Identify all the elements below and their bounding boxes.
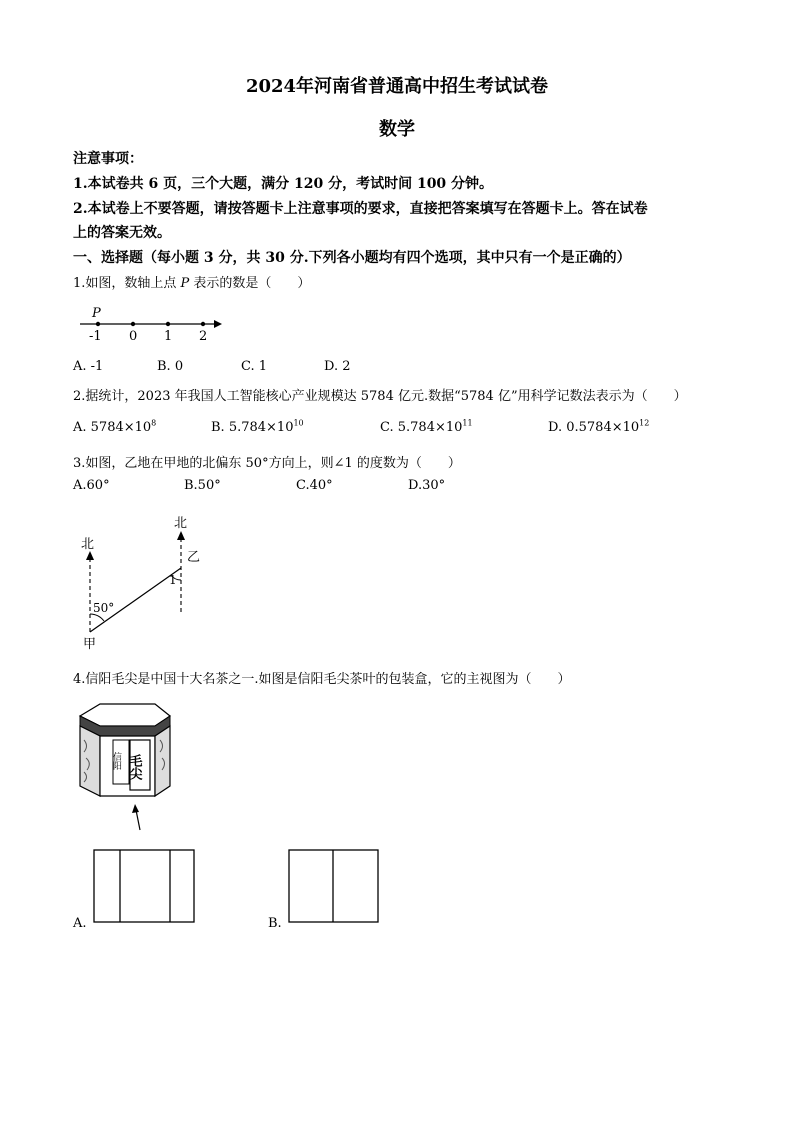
- label-north-right: 北: [174, 516, 188, 531]
- box-text-large: 毛尖: [126, 754, 142, 780]
- q2-option-a: A. $5784\times 10^8$: [73, 418, 157, 435]
- q1-stem-pre: 1.如图，数轴上点: [73, 276, 181, 291]
- q1-stem-post: 表示的数是（ ）: [189, 276, 311, 291]
- q1-option-a: A. -1: [73, 359, 104, 374]
- note-1: 1.本试卷共 6 页，三个大题，满分 120 分，考试时间 100 分钟。: [73, 176, 494, 192]
- label-angle-50: 50°: [93, 601, 115, 615]
- q1-stem-var: P: [180, 276, 190, 291]
- label-angle-1: 1: [169, 573, 177, 587]
- tick-label-0: 0: [129, 329, 138, 344]
- question-2-stem: 2.据统计，2023 年我国人工智能核心产业规模达 5784 亿元.数据“5784 亿”用科学记数法表示为（ ）: [73, 389, 687, 404]
- label-jia: 甲: [83, 637, 97, 652]
- notes-heading: 注意事项：: [73, 151, 143, 167]
- q4-option-a: A.: [73, 916, 87, 931]
- tick-label-neg1: -1: [89, 329, 102, 344]
- q1-option-c: C. 1: [241, 359, 268, 374]
- note-2a: 2.本试卷上不要答题，请按答题卡上注意事项的要求，直接把答案填写在答题卡上。答在试卷: [73, 201, 648, 217]
- page-title: 2024年河南省普通高中招生考试试卷: [245, 76, 549, 97]
- tick-label-1: 1: [164, 329, 173, 344]
- q4-option-b: B.: [268, 916, 282, 931]
- subject-title: 数学: [379, 119, 415, 140]
- q1-option-b: B. 0: [157, 359, 184, 374]
- q3-option-c: C.40°: [296, 478, 333, 493]
- q3-option-b: B.50°: [184, 478, 221, 493]
- q2-option-c: C. $5.784\times 10^{11}$: [380, 418, 473, 435]
- label-yi: 乙: [187, 550, 201, 565]
- q2-option-d: D. $0.5784\times 10^{12}$: [548, 418, 650, 435]
- note-2b: 上的答案无效。: [73, 225, 171, 241]
- tick-label-2: 2: [199, 329, 208, 344]
- q3-option-a: A.60°: [73, 478, 110, 493]
- label-north-left: 北: [81, 537, 95, 552]
- question-4-stem: 4.信阳毛尖是中国十大名茶之一.如图是信阳毛尖茶叶的包装盒，它的主视图为（ ）: [73, 672, 571, 687]
- q3-option-d: D.30°: [408, 478, 446, 493]
- q1-option-d: D. 2: [324, 359, 351, 374]
- point-p-label: P: [92, 306, 101, 321]
- question-3-stem: 3.如图，乙地在甲地的北偏东 50°方向上，则∠1 的度数为（ ）: [73, 456, 461, 471]
- section-heading: 一、选择题（每小题 3 分，共 30 分.下列各小题均有四个选项，其中只有一个是正确的）: [73, 250, 631, 266]
- q2-option-b: B. $5.784\times 10^{10}$: [211, 418, 304, 435]
- box-text-small: 信阳: [111, 752, 121, 770]
